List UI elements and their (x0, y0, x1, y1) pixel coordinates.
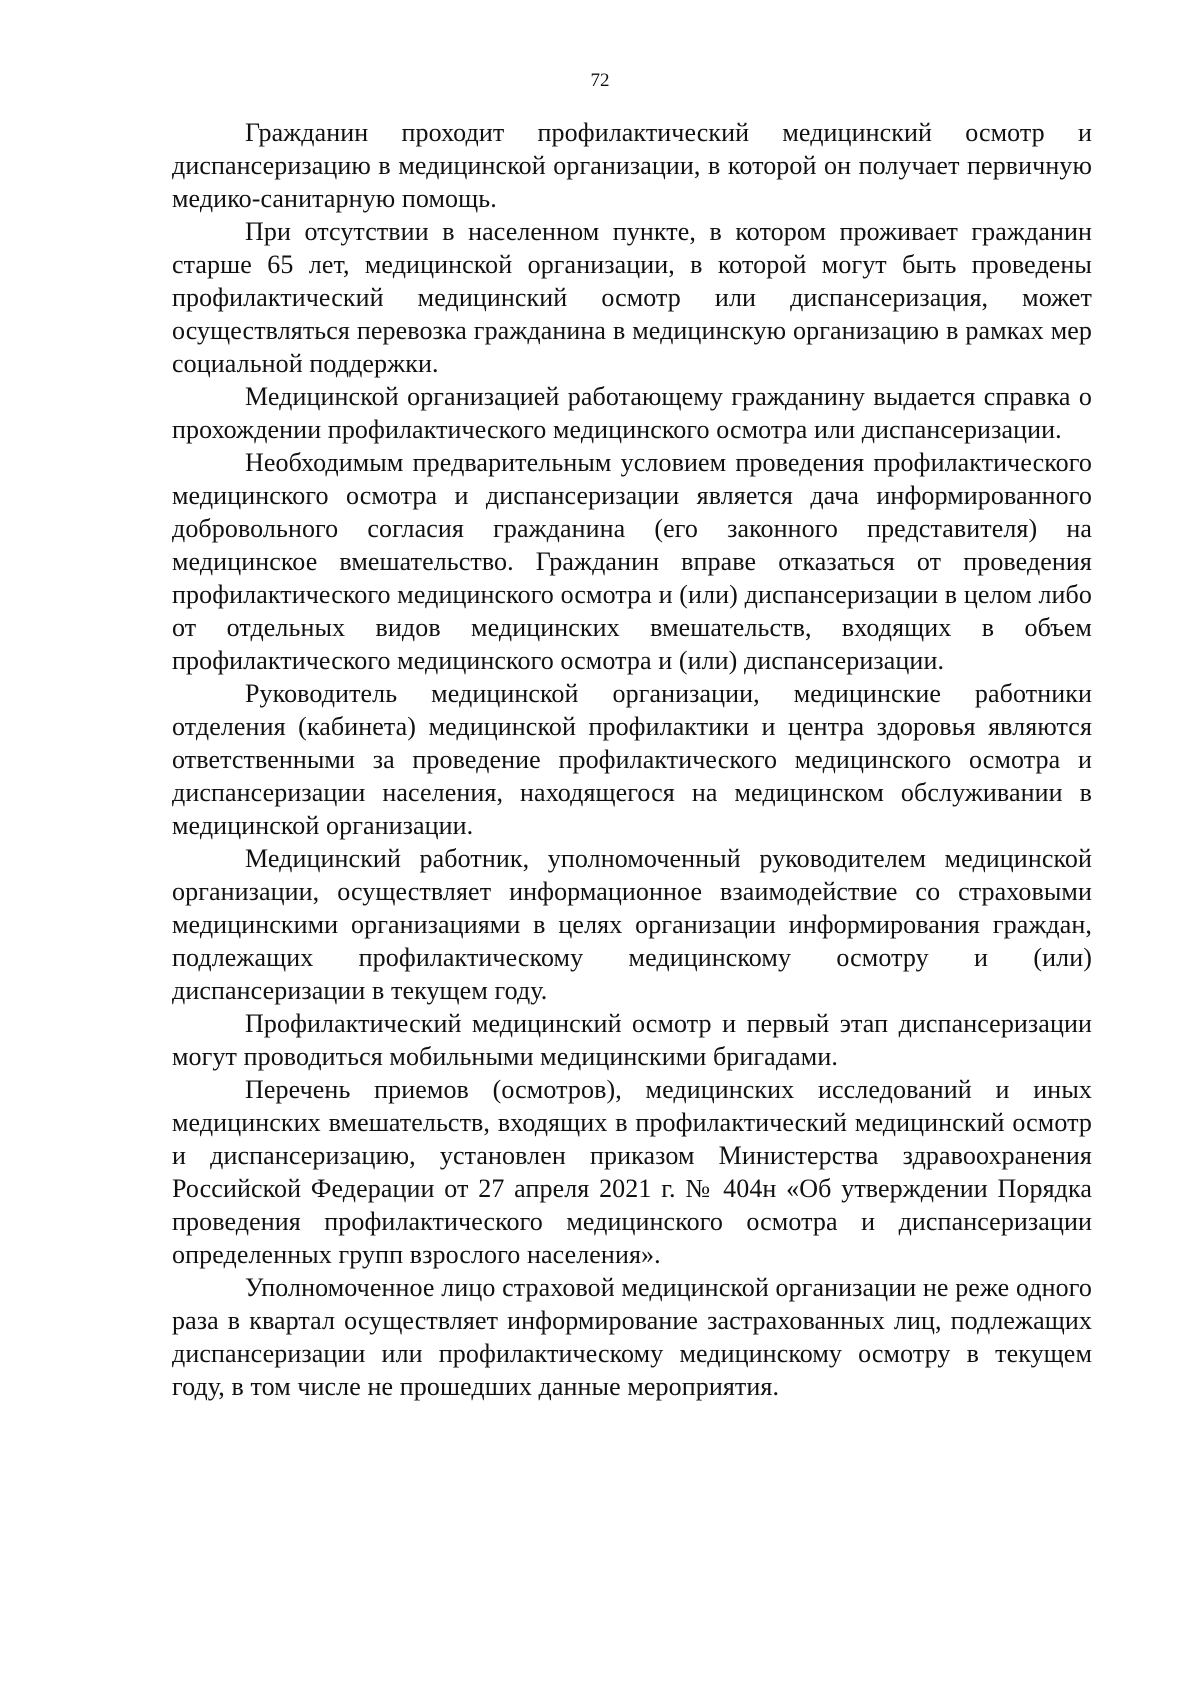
paragraph-6: Медицинский работник, уполномоченный руководителем медицинской организации, осуществляет информационное взаимодействие со страховыми медицинскими организациями в целях организации информирования граждан, подлежащих профилактическому медицинскому осмотру и (или) диспансеризации в текущем году. (172, 844, 1092, 1005)
paragraph-2: При отсутствии в населенном пункте, в котором проживает гражданин старше 65 лет, медицинской организации, в которой могут быть проведены профилактический медицинский осмотр или диспансеризация, может осуществляться перевозка гражданина в медицинскую организацию в рамках мер социальной поддержки. (172, 217, 1092, 378)
paragraph-4: Необходимым предварительным условием проведения профилактического медицинского осмотра и диспансеризации является дача информированного добровольного согласия гражданина (его законного представителя) на медицинское вмешательство. Гражданин вправе отказаться от проведения профилактического медицинского осмотра и (или) диспансеризации в целом либо от отдельных видов медицинских вмешательств, входящих в объем профилактического медицинского осмотра и (или) диспансеризации. (172, 448, 1092, 675)
body-text (172, 116, 1092, 1403)
paragraph-3: Медицинской организацией работающему гражданину выдается справка о прохождении профилактического медицинского осмотра или диспансеризации. (172, 382, 1092, 444)
paragraph-8: Перечень приемов (осмотров), медицинских исследований и иных медицинских вмешательств, входящих в профилактический медицинский осмотр и диспансеризацию, установлен приказом Министерства здравоохранения Российской Федерации от 27 апреля 2021 г. № 404н «Об утверждении Порядка проведения профилактического медицинского осмотра и диспансеризации определенных групп взрослого населения». (172, 1075, 1092, 1269)
paragraph-9: Уполномоченное лицо страховой медицинской организации не реже одного раза в квартал осуществляет информирование застрахованных лиц, подлежащих диспансеризации или профилактическому медицинскому осмотру в текущем году, в том числе не прошедших данные мероприятия. (172, 1273, 1092, 1401)
page-number: 72 (590, 70, 610, 91)
paragraph-1: Гражданин проходит профилактический медицинский осмотр и диспансеризацию в медицинской организации, в которой он получает первичную медико-санитарную помощь. (172, 118, 1092, 213)
paragraph-7: Профилактический медицинский осмотр и первый этап диспансеризации могут проводиться мобильными медицинскими бригадами. (172, 1009, 1092, 1071)
paragraph-5: Руководитель медицинской организации, медицинские работники отделения (кабинета) медицинской профилактики и центра здоровья являются ответственными за проведение профилактического медицинского осмотра и диспансеризации населения, находящегося на медицинском обслуживании в медицинской организации. (172, 679, 1092, 840)
